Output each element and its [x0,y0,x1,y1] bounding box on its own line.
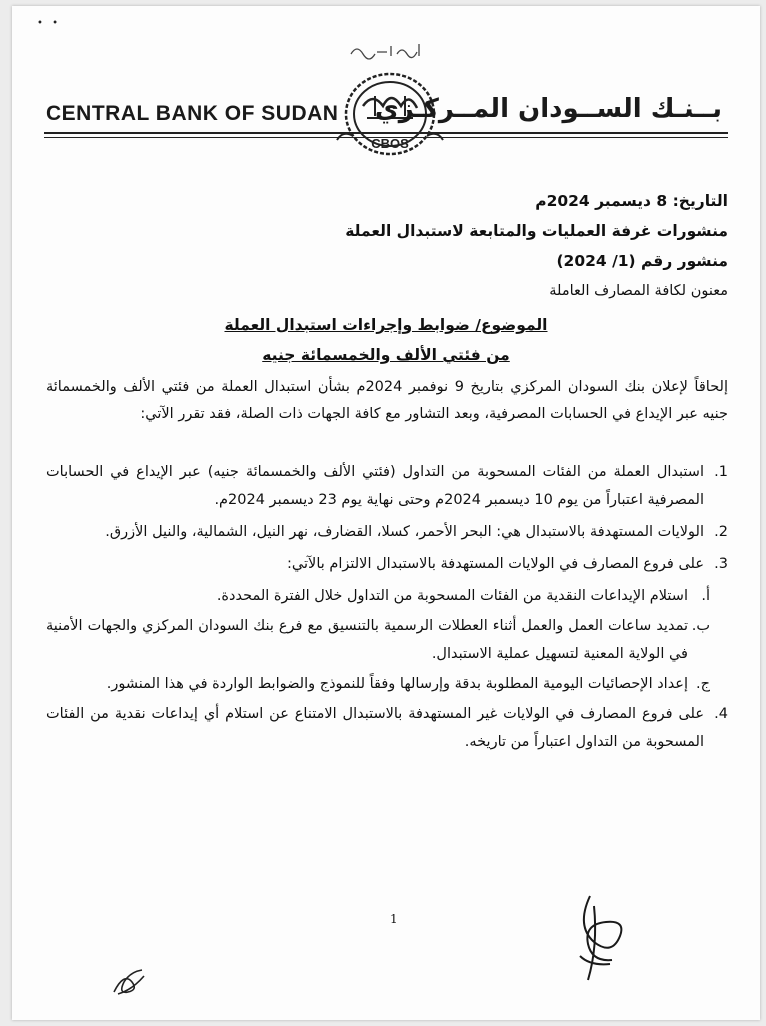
list-item-number: 1. [714,464,728,480]
header-divider-thin [44,137,728,138]
list-item-text: على فروع المصارف في الولايات غير المستهدفة بالاستبدال الامتناع عن استلام أي إيداعات نقدية من الفئات المسحوبة من التداول اعتباراً من تاريخه. [46,706,704,750]
circular-meta [46,186,728,306]
signature-mark [560,886,640,986]
document-page [12,6,760,1020]
sub-item-letter: أ. [701,588,710,604]
sub-item-text: استلام الإيداعات النقدية من الفئات المسحوبة من التداول خلال الفترة المحددة. [216,588,688,604]
subject-line-1: الموضوع/ ضوابط وإجراءات استبدال العملة [224,316,548,334]
sub-item-letter: ب. [691,618,710,634]
list-item-text: الولايات المستهدفة بالاستبدال هي: البحر الأحمر، كسلا، القضارف، نهر النيل، الشمالية، والنيل الأزرق. [105,524,704,540]
list-item-text: استبدال العملة من الفئات المسحوبة من التداول (فئتي الألف والخمسمائة جنيه) عبر الإيداع في الحسابات المصرفية اعتباراً من يوم 10 ديسمبر 2024م وحتى نهاية يوم 23 ديسمبر 2024م. [46,464,704,508]
calligraphy-mark [347,40,427,60]
list-item [46,458,728,514]
circular-addressee: معنون لكافة المصارف العاملة [549,283,728,299]
circular-department: منشورات غرفة العمليات والمتابعة لاستبدال العملة [345,222,728,240]
circular-number: منشور رقم (1/ 2024) [556,252,728,270]
sub-list-item [46,582,728,610]
list-item [46,700,728,756]
bank-name-arabic: بــنـك الســودان المــركـزي [374,94,722,124]
list-item [46,550,728,578]
scan-specks: • • [37,18,61,29]
circular-date: التاريخ: 8 ديسمبر 2024م [535,192,728,210]
sub-item-text: إعداد الإحصائيات اليومية المطلوبة بدقة وإرسالها وفقاً للنموذج والضوابط الواردة في هذا المنشور. [106,676,688,692]
list-item-text: على فروع المصارف في الولايات المستهدفة بالاستبدال الالتزام بالآتي: [287,556,704,572]
sub-list-item [46,670,728,698]
sub-list-item [46,612,728,668]
sub-item-text: تمديد ساعات العمل والعمل أثناء العطلات الرسمية بالتنسيق مع فرع بنك السودان المركزي والجهات الأمنية في الولاية المعنية لتسهيل عملية الاستبدال. [46,618,688,662]
list-item-number: 2. [714,524,728,540]
sub-item-letter: ج. [696,676,710,692]
intro-paragraph: إلحاقاً لإعلان بنك السودان المركزي بتاريخ 9 نوفمبر 2024م بشأن استبدال العملة من فئتي الألف والخمسمائة جنيه عبر الإيداع في الحسابات المصرفية، وبعد التشاور مع كافة الجهات ذات الصلة، فقد تقرر الآتي: [46,379,728,422]
initial-mark [108,964,152,1000]
subject-line-2: من فئتي الألف والخمسمائة جنيه [262,346,510,364]
list-item [46,518,728,546]
list-item-number: 3. [714,556,728,572]
logo-text: CBOS [371,136,409,151]
page-number: 1 [390,912,398,926]
list-item-number: 4. [714,706,728,722]
header-divider [44,132,728,134]
decision-list [46,458,728,760]
bank-name-english: CENTRAL BANK OF SUDAN [46,102,339,125]
